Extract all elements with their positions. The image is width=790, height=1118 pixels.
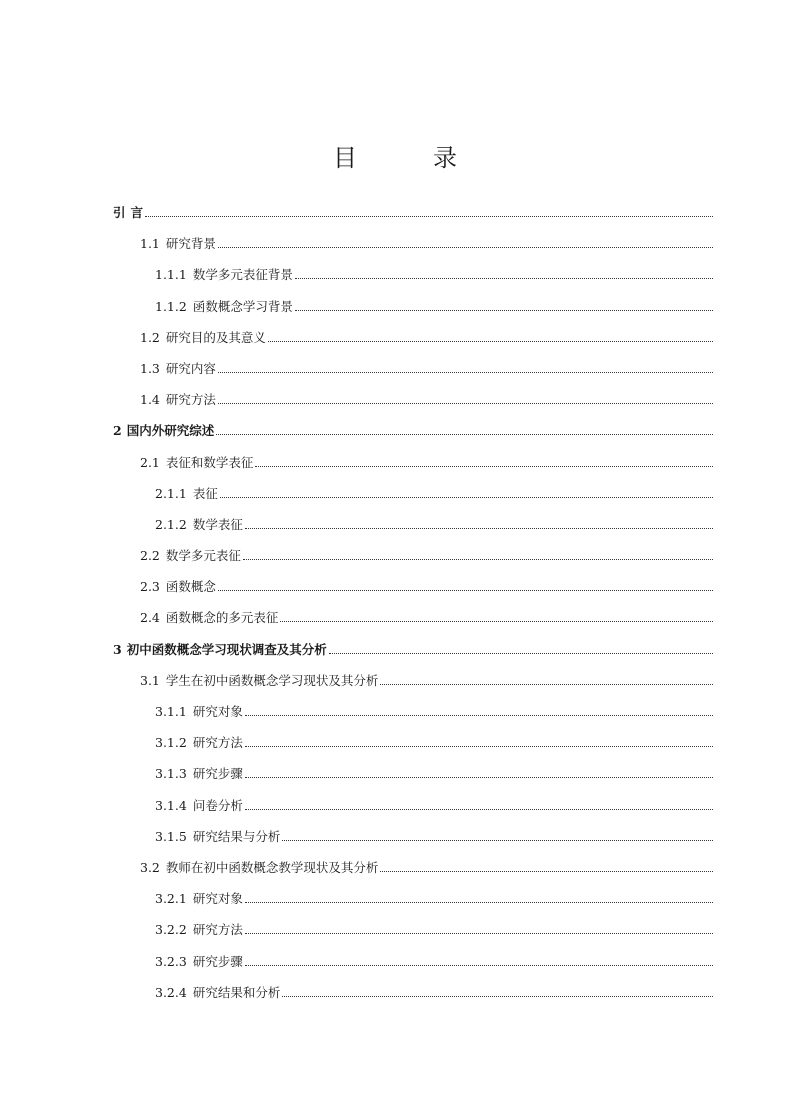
toc-entry-title: 研究方法	[192, 735, 243, 751]
toc-entry[interactable]	[113, 233, 713, 264]
dot-leader	[329, 652, 713, 654]
toc-entry-number: 1.1	[140, 236, 160, 252]
dot-leader	[245, 745, 713, 747]
toc-entry-number: 1.1.1	[155, 267, 187, 283]
toc-entry-title: 数学多元表征	[165, 548, 241, 564]
toc-entry[interactable]	[113, 857, 713, 888]
toc-entry-number: 3	[113, 641, 122, 657]
dot-leader	[268, 340, 713, 342]
toc-entry-label	[140, 857, 378, 879]
toc-entry-label	[155, 888, 243, 910]
toc-entry-label	[113, 420, 214, 442]
toc-entry[interactable]	[113, 514, 713, 545]
dot-leader	[245, 901, 713, 903]
toc-entry[interactable]	[113, 607, 713, 638]
dot-leader	[245, 808, 713, 810]
toc-entry-label	[155, 264, 293, 286]
toc-entry-title: 研究目的及其意义	[165, 329, 266, 345]
toc-entry[interactable]	[113, 327, 713, 358]
toc-entry-label	[140, 607, 278, 629]
toc-entry-title: 研究方法	[165, 392, 216, 408]
toc-entry-label	[155, 919, 243, 941]
dot-leader	[255, 465, 713, 467]
toc-entry-label	[155, 296, 293, 318]
toc-entry-number: 3.1.3	[155, 766, 187, 782]
toc-entry-number: 3.2.1	[155, 891, 187, 907]
toc-entry-number: 1.1.2	[155, 298, 187, 314]
toc-entry-number: 1.4	[140, 392, 160, 408]
toc-entry[interactable]	[113, 483, 713, 514]
toc-entry[interactable]	[113, 639, 713, 670]
toc-entry-label	[140, 545, 241, 567]
toc-entry-label	[155, 795, 243, 817]
toc-entry[interactable]	[113, 264, 713, 295]
dot-leader	[282, 995, 713, 997]
toc-entry[interactable]	[113, 420, 713, 451]
toc-entry[interactable]	[113, 452, 713, 483]
toc-entry-title: 研究内容	[165, 360, 216, 376]
toc-entry-label	[140, 670, 378, 692]
toc-entry-title: 国内外研究综述	[126, 423, 215, 439]
toc-entry[interactable]	[113, 670, 713, 701]
toc-entry[interactable]	[113, 951, 713, 982]
toc-entry-number: 3.1	[140, 672, 160, 688]
toc-entry-number: 3.1.1	[155, 704, 187, 719]
dot-leader	[282, 839, 713, 841]
toc-entry-number: 2.1	[140, 454, 160, 470]
toc-entry-label	[155, 732, 243, 754]
toc-entry-title: 表征	[192, 485, 218, 501]
dot-leader	[245, 776, 713, 778]
dot-leader	[280, 620, 713, 622]
toc-entry-title: 研究步骤	[192, 766, 243, 782]
dot-leader	[218, 246, 713, 248]
toc-entry-label	[155, 982, 280, 1004]
toc-entry-title: 研究方法	[192, 922, 243, 938]
toc-entry-number: 3.2.4	[155, 984, 187, 1000]
toc-entry-title: 函数概念	[165, 579, 216, 595]
toc-entry-label	[140, 452, 253, 474]
toc-entry-number: 3.1.2	[155, 735, 187, 751]
table-of-contents	[113, 202, 713, 1013]
toc-entry-number: 2.1.1	[155, 485, 187, 501]
toc-entry-number: 2.2	[140, 548, 160, 564]
dot-leader	[245, 932, 713, 934]
toc-entry-title: 函数概念学习背景	[192, 298, 293, 314]
toc-entry[interactable]	[113, 763, 713, 794]
toc-entry[interactable]	[113, 826, 713, 857]
toc-entry[interactable]	[113, 576, 713, 607]
toc-entry-number: 3.2.3	[155, 953, 187, 969]
toc-entry-number: 2	[113, 423, 122, 439]
toc-entry-title: 研究背景	[165, 236, 216, 252]
toc-entry[interactable]	[113, 732, 713, 763]
dot-leader	[220, 496, 713, 498]
toc-entry[interactable]	[113, 202, 713, 233]
toc-entry-title: 研究结果与分析	[192, 828, 281, 844]
toc-entry-number: 引	[113, 205, 126, 220]
toc-entry-title: 函数概念的多元表征	[165, 610, 279, 626]
toc-entry-label	[113, 639, 327, 661]
toc-entry-title: 研究对象	[192, 704, 243, 719]
toc-entry-number: 3.2	[140, 859, 160, 875]
dot-leader	[295, 309, 713, 311]
toc-entry-number: 2.1.2	[155, 516, 187, 532]
dot-leader	[243, 558, 713, 560]
page-title: 目 录	[333, 144, 483, 172]
dot-leader	[218, 371, 713, 373]
toc-entry-label	[140, 576, 216, 598]
toc-entry[interactable]	[113, 919, 713, 950]
dot-leader	[380, 870, 713, 872]
dot-leader	[380, 683, 713, 685]
toc-entry[interactable]	[113, 701, 713, 732]
toc-entry-label	[140, 358, 216, 380]
dot-leader	[295, 277, 713, 279]
toc-entry-title: 研究对象	[192, 891, 243, 907]
toc-entry[interactable]	[113, 358, 713, 389]
toc-entry-label	[155, 763, 243, 785]
dot-leader	[145, 215, 713, 217]
toc-entry-title: 教师在初中函数概念教学现状及其分析	[165, 859, 379, 875]
dot-leader	[245, 714, 713, 716]
toc-entry-title: 初中函数概念学习现状调查及其分析	[126, 641, 327, 657]
dot-leader	[218, 402, 713, 404]
toc-entry-number: 3.1.5	[155, 828, 187, 844]
toc-entry-label	[155, 483, 218, 505]
dot-leader	[218, 589, 713, 591]
toc-entry-label	[155, 701, 243, 723]
toc-entry-number: 1.2	[140, 329, 160, 345]
toc-entry-label	[155, 826, 280, 848]
toc-entry-number: 1.3	[140, 360, 160, 376]
toc-entry-title: 数学多元表征背景	[192, 267, 293, 283]
toc-entry[interactable]	[113, 545, 713, 576]
toc-entry[interactable]	[113, 389, 713, 420]
toc-entry-label	[140, 389, 216, 411]
toc-entry-title: 研究步骤	[192, 953, 243, 969]
dot-leader	[216, 433, 713, 435]
toc-entry-title: 言	[130, 205, 144, 220]
toc-entry[interactable]	[113, 888, 713, 919]
toc-entry[interactable]	[113, 982, 713, 1013]
toc-entry-label	[155, 514, 243, 536]
toc-entry-title: 研究结果和分析	[192, 984, 281, 1000]
toc-entry-title: 表征和数学表征	[165, 454, 254, 470]
toc-entry-title: 数学表征	[192, 516, 243, 532]
toc-entry-number: 2.3	[140, 579, 160, 595]
dot-leader	[245, 527, 713, 529]
toc-entry[interactable]	[113, 795, 713, 826]
toc-entry[interactable]	[113, 296, 713, 327]
toc-entry-number: 2.4	[140, 610, 160, 626]
toc-entry-label	[140, 233, 216, 255]
toc-entry-label	[113, 202, 143, 224]
toc-entry-label	[155, 951, 243, 973]
toc-entry-title: 学生在初中函数概念学习现状及其分析	[165, 672, 379, 688]
dot-leader	[245, 964, 713, 966]
toc-entry-number: 3.1.4	[155, 797, 187, 813]
toc-entry-title: 问卷分析	[192, 797, 243, 813]
toc-entry-label	[140, 327, 266, 349]
toc-entry-number: 3.2.2	[155, 922, 187, 938]
